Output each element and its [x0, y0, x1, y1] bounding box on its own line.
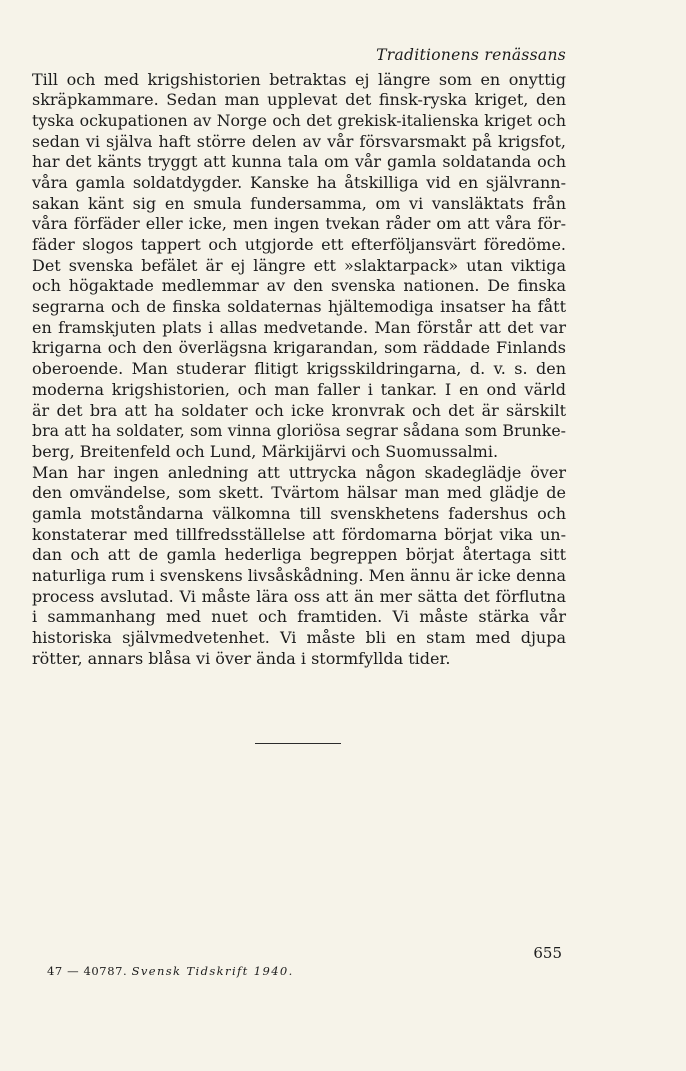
page-number: 655 — [533, 944, 562, 962]
running-head: Traditionens renässans — [376, 46, 566, 64]
text-line: fäder slogos tappert och utgjorde ett efterföljansvärt föredöme. — [32, 235, 566, 254]
text-line: bra att ha soldater, som vinna gloriösa segrar sådana som Brunke- — [32, 421, 566, 441]
text-line: gamla motståndarna välkomna till svenskhetens fadershus och — [32, 503, 566, 523]
text-line: en framskjuten plats i allas medvetande. Man förstår att det var — [32, 317, 566, 337]
section-divider — [255, 743, 341, 744]
text-line: Till och med krigshistorien betraktas ej längre som en onyttig — [32, 69, 566, 89]
text-line: berg, Breitenfeld och Lund, Märkijärvi och Suomussalmi. — [32, 441, 499, 461]
text-line: våra förfäder eller icke, men ingen tvekan råder om att våra för- — [32, 214, 566, 234]
signature-code: 47 — 40787. — [47, 964, 128, 978]
text-line: segrarna och de finska soldaternas hjältemodiga insatser ha fått — [32, 297, 566, 317]
text-line: krigarna och den överlägsna krigarandan, som räddade Finlands — [32, 338, 566, 358]
text-line: rötter, annars blåsa vi över ända i stormfyllda tider. — [32, 648, 451, 668]
publication-name: Svensk Tidskrift 1940. — [131, 964, 294, 978]
text-line: den omvändelse, som skett. Tvärtom hälsar man med glädje de — [32, 483, 566, 503]
body-text — [32, 70, 566, 670]
text-line: naturliga rum i svenskens livsåskådning. Men ännu är icke denna — [32, 566, 566, 585]
text-line: i sammanhang med nuet och framtiden. Vi måste stärka vår — [32, 607, 566, 627]
text-line: sakan känt sig en smula fundersamma, om vi vansläktats från — [32, 193, 566, 213]
text-line: har det känts tryggt att kunna tala om vår gamla soldatanda och — [32, 152, 566, 172]
text-line: Det svenska befälet är ej längre ett »slaktarpack» utan viktiga — [32, 255, 566, 275]
text-line: historiska självmedvetenhet. Vi måste bli en stam med djupa — [32, 628, 566, 648]
text-line: dan och att de gamla hederliga begreppen börjat återtaga sitt — [32, 545, 566, 565]
text-line: skräpkammare. Sedan man upplevat det finsk-ryska kriget, den — [32, 90, 566, 110]
text-line: process avslutad. Vi måste lära oss att än mer sätta det förflutna — [32, 586, 566, 606]
text-line: konstaterar med tillfredsställelse att fördomarna börjat vika un- — [32, 524, 566, 544]
text-line: är det bra att ha soldater och icke kronvrak och det är särskilt — [32, 400, 566, 420]
text-line: tyska ockupationen av Norge och det grekisk-italienska kriget och — [32, 110, 566, 130]
text-line: moderna krigshistorien, och man faller i tankar. I en ond värld — [32, 379, 566, 399]
text-line: våra gamla soldatdygder. Kanske ha åtskilliga vid en självrann- — [32, 172, 566, 192]
text-line: och högaktade medlemmar av den svenska nationen. De finska — [32, 276, 566, 296]
text-line: oberoende. Man studerar flitigt krigsskildringarna, d. v. s. den — [32, 359, 566, 379]
text-line: sedan vi själva haft större delen av vår försvarsmakt på krigsfot, — [32, 131, 566, 151]
printer-signature — [47, 964, 294, 978]
text-line: Man har ingen anledning att uttrycka någon skadeglädje över — [32, 462, 566, 482]
